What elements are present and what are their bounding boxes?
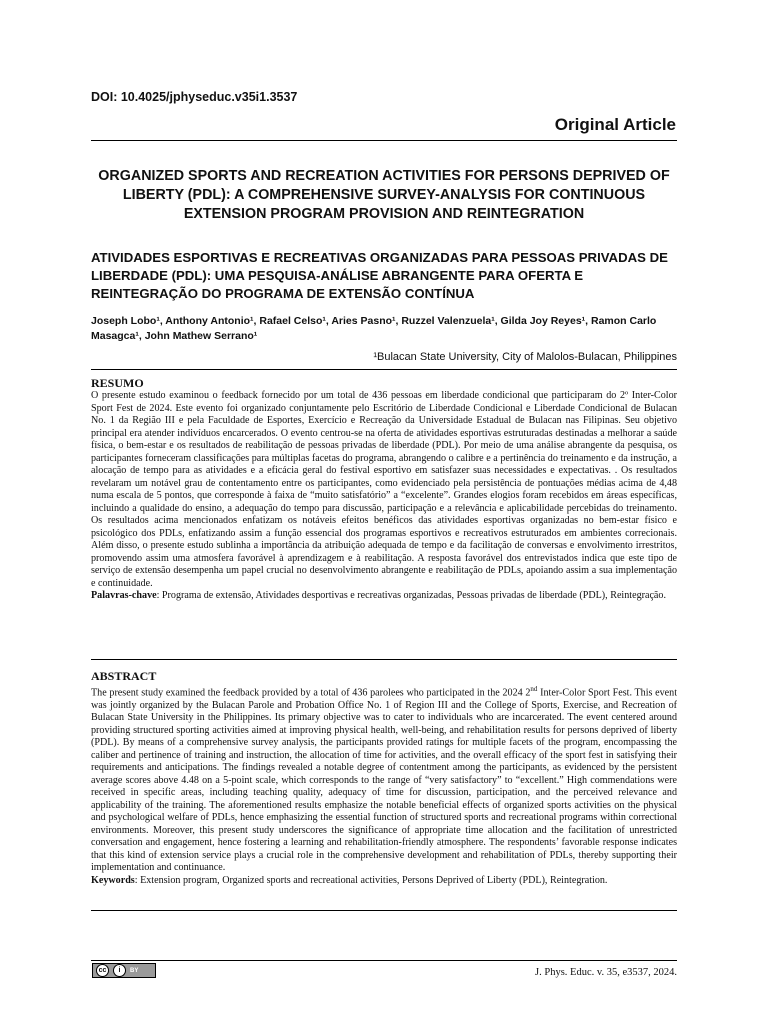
abstract-keywords [91,875,677,888]
section-rule [91,659,677,660]
by-label: BY [130,967,139,974]
author-list: Joseph Lobo¹, Anthony Antonio¹, Rafael Celso¹, Aries Pasno¹, Ruzzel Valenzuela¹, Gilda Joy Reyes¹, Ramon Carlo Masagca¹, John Mathew Serrano¹ [91,315,657,342]
doi: DOI: 10.4025/jphyseduc.v35i1.3537 [91,90,298,104]
keywords-text: : Programa de extensão, Atividades desportivas e recreativas organizadas, Pessoas privadas de liberdade (PDL), Reintegração. [156,590,666,601]
page-footer [91,960,677,985]
resumo-heading: RESUMO [91,376,144,390]
title-portuguese: ATIVIDADES ESPORTIVAS E RECREATIVAS ORGANIZADAS PARA PESSOAS PRIVADAS DE LIBERDADE (PDL): UMA PESQUISA-ANÁLISE ABRANGENTE PARA OFERTA E REINTEGRAÇÃO DO PROGRAMA DE EXTENSÃO CONTÍNUA [91,250,668,301]
cc-license-badge[interactable] [92,963,156,978]
attribution-icon: i [113,964,126,977]
abstract-section [91,669,677,887]
ordinal-superscript: nd [530,685,538,693]
keywords-text: : Extension program, Organized sports and recreational activities, Persons Deprived of Liberty (PDL), Reintegration. [134,874,608,886]
abstract-heading: ABSTRACT [91,669,157,683]
affiliation: ¹Bulacan State University, City of Malolos-Bulacan, Philippines [373,351,677,363]
article-type: Original Article [554,115,676,134]
resumo-body: O presente estudo examinou o feedback fornecido por um total de 436 pessoas em liberdade condicional que participaram do 2º Inter-Color Sport Fest de 2024. Este evento foi organizado conjuntamente pelo Escritório de Liberdade Condicional e Liberdade Condicional de Bulacan No. 1 da Região III e pela Faculdade de Esportes, Exercício e Recreação da Universidade Estadual de Bulacan nas Filipinas. Seu objetivo principal era atender indivíduos encarcerados. O evento centrou-se na oferta de atividades esportivas estruturadas destinadas a melhorar a saúde física, o bem-estar e os resultados de reabilitação de pessoas privadas de liberdade (PDL). Por meio de uma análise abrangente da pesquisa, os participantes forneceram classificações para múltiplas facetas do programa, abrangendo o calibre e a pertinência do treinamento e da instrução, a alocação de tempo para as atividades e a eficácia geral do festival esportivo em satisfazer suas necessidades e expectativas. . Os resultados revelaram um notável grau de contentamento entre os participantes, como evidenciado pela persistência de pontuações médias acima de 4,48 numa escala de 5 pontos, que corresponde à faixa de “muito satisfatório” a “excelente”. Grandes elogios foram recebidos em áreas específicas, incluindo a qualidade do ensino, a adequação do tempo para discussão, participação e a relevância e aplicabilidade percebidas do treinamento. Os resultados acima mencionados enfatizam os notáveis efeitos benéficos das atividades esportivas organizadas no bem-estar físico e psicológico dos PDLs, enfatizando assim a função essencial dos programas esportivos e recreativos estruturados em ambientes correcionais. Além disso, o presente estudo sublinha a importância da atribuição adequada de tempo e da facilitação de conversas e envolvimento irrestritos, promovendo assim uma atmosfera favorável à aprendizagem e à reabilitação. A resposta favorável dos entrevistados indica que este tipo de serviço de extensão desempenha um papel crucial no desenvolvimento abrangente e reabilitação de PDLs, apoiando assim a sua implementação e continuidade. [91,390,677,589]
section-rule [91,369,677,370]
cc-icon: cc [96,964,109,977]
resumo-keywords [91,590,677,603]
header-rule [91,140,677,141]
abstract-text-part: Inter-Color Sport Fest. This event was jointly organized by the Bulacan Parole and Probation Office No. 1 of Region III and the College of Sports, Exercise, and Recreation of Bulacan State University in the Philippines. Its primary objective was to cater to individuals who are incarcerated. The event centered around providing structured sporting activities aimed at improving physical health, well-being, and rehabilitation results for persons deprived of liberty (PDL). By means of a comprehensive survey analysis, the participants provided ratings for multiple facets of the program, encompassing the caliber and pertinence of training and instruction, the allocation of time for activities, and the overall efficacy of the sport fest in satisfying their requirements and anticipations. The findings revealed a notable degree of contentment among the participants, as evidenced by the persistent average scores above 4.48 on a 5-point scale, which corresponds to the range of “very satisfactory” to “excellent.” High commendations were received in specific areas, including teaching quality, adequacy of time for discussion, participation, and the perceived relevance and applicability of the training. The aforementioned results emphasize the notable beneficial effects of organized sports activities on the physical and psychological welfare of PDLs, hence emphasizing the essential function of structured sports and recreational programs within correctional environments. Moreover, this present study underscores the significance of appropriate time allocation and the facilitation of unrestricted conversation and engagement, hence fostering a learning and rehabilitation-friendly atmosphere. The respondents’ favorable response indicates that this kind of extension service plays a crucial role in the comprehensive development and rehabilitation of PDLs, thereby supporting their implementation and continuance. [91,687,677,874]
section-rule [91,910,677,911]
title-english: ORGANIZED SPORTS AND RECREATION ACTIVITIES FOR PERSONS DEPRIVED OF LIBERTY (PDL): A COMPREHENSIVE SURVEY-ANALYSIS FOR CONTINUOUS EXTENSION PROGRAM PROVISION AND REINTEGRATION [98,168,670,222]
resumo-section [91,376,677,603]
keywords-label: Palavras-chave [91,590,157,601]
abstract-body [91,683,677,875]
keywords-label: Keywords [91,874,135,886]
journal-citation: J. Phys. Educ. v. 35, e3537, 2024. [535,967,677,978]
abstract-text-part: The present study examined the feedback provided by a total of 436 parolees who participated in the 2024 2 [91,687,531,699]
